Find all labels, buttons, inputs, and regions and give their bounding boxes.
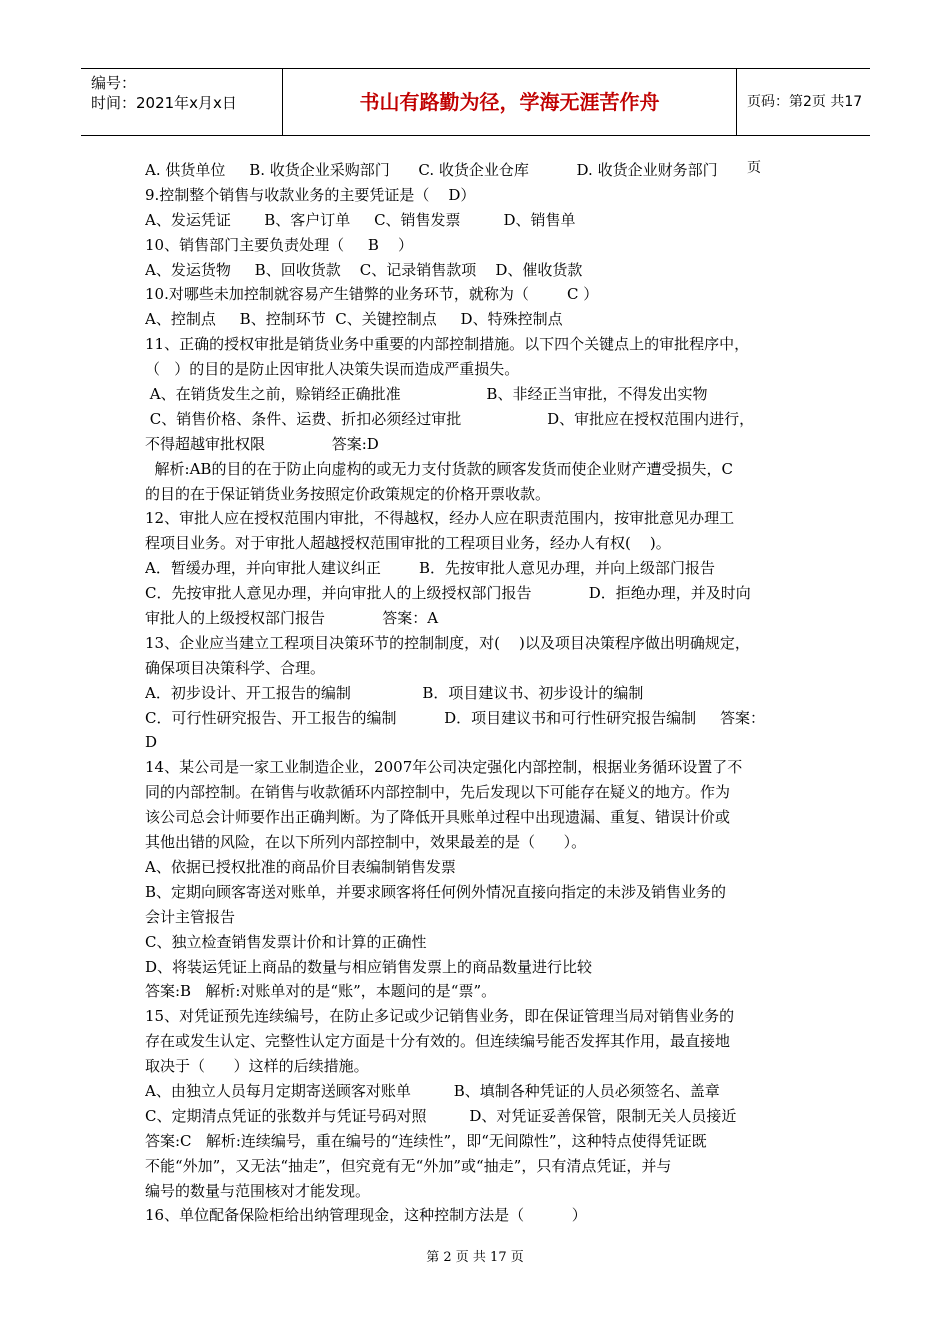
text-line: 不得超越审批权限 答案:D [145,434,379,453]
text-line: A、发运货物 B、回收货款 C、记录销售款项 D、催收货款 [145,260,583,279]
text-line: A、控制点 B、控制环节 C、关键控制点 D、特殊控制点 [145,310,563,329]
text-line: C．先按审批人意见办理，并向审批人的上级授权部门报告 D．拒绝办理，并及时向 [145,584,751,603]
text-line: 确保项目决策科学、合理。 [145,658,326,677]
text-line: 取决于（ ）这样的后续措施。 [145,1057,369,1076]
header-left-cell [81,69,282,135]
header-page-number: 页码：第2页 共17页 [747,94,863,176]
text-line: A、发运凭证 B、客户订单 C、销售发票 D、销售单 [145,210,576,229]
text-line: 9.控制整个销售与收款业务的主要凭证是（ D） [145,185,476,204]
text-line: 答案:C 解析:连续编号，重在编号的“连续性”，即“无间隙性”，这种特点使得凭证既 [145,1131,707,1150]
text-line: 审批人的上级授权部门报告 答案：A [145,609,439,628]
text-line: 11、正确的授权审批是销货业务中重要的内部控制措施。以下四个关键点上的审批程序中， [145,335,750,354]
text-line: 10.对哪些未加控制就容易产生错弊的业务环节，就称为（ C ） [145,285,599,304]
text-line: 编号的数量与范围核对才能发现。 [145,1181,371,1200]
text-line: 该公司总会计师要作出正确判断。为了降低开具账单过程中出现遗漏、重复、错误计价或 [145,808,731,827]
text-line: 存在或发生认定、完整性认定方面是十分有效的。但连续编号能否发挥其作用，最直接地 [145,1032,731,1051]
text-line: A．暂缓办理，并向审批人建议纠正 B．先按审批人意见办理，并向上级部门报告 [145,559,716,578]
header-motto: 书山有路勤为径，学海无涯苦作舟 [282,69,737,135]
text-line: 10、销售部门主要负责处理（ B ） [145,235,414,254]
text-line: A、在销货发生之前，赊销经正确批准 B、非经正当审批，不得发出实物 [145,385,708,404]
text-line: 16、单位配备保险柜给出纳管理现金，这种控制方法是（ ） [145,1206,587,1225]
text-line: 的目的在于保证销货业务按照定价政策规定的价格开票收款。 [145,484,551,503]
text-line: A．初步设计、开工报告的编制 B．项目建议书、初步设计的编制 [145,683,644,702]
text-line: C、销售价格、条件、运费、折扣必须经过审批 D、审批应在授权范围内进行， [145,409,755,428]
text-line: D [145,733,158,752]
text-line: C．可行性研究报告、开工报告的编制 D．项目建议书和可行性研究报告编制 答案： [145,708,766,727]
text-line: 会计主管报告 [145,907,236,926]
page-footer: 第 2 页 共 17 页 [426,1250,524,1265]
text-line: 13、企业应当建立工程项目决策环节的控制制度，对( )以及项目决策程序做出明确规定， [145,633,750,652]
document-date-label: 时间：2021年x月x日 [91,94,237,112]
text-line: 12、审批人应在授权范围内审批，不得越权，经办人应在职责范围内，按审批意见办理工 [145,509,735,528]
text-line: 解析:AB的目的在于防止向虚构的或无力支付货款的顾客发货而使企业财产遭受损失，C [145,459,733,478]
text-line: 15、对凭证预先连续编号，在防止多记或少记销售业务，即在保证管理当局对销售业务的 [145,1007,735,1026]
text-line: C、定期清点凭证的张数并与凭证号码对照 D、对凭证妥善保管，限制无关人员接近 [145,1106,737,1125]
text-line: （ ）的目的是防止因审批人决策失误而造成严重损失。 [145,360,520,379]
text-line: 14、某公司是一家工业制造企业，2007年公司决定强化内部控制，根据业务循环设置了不 [145,758,743,777]
text-line: A、由独立人员每月定期寄送顾客对账单 B、填制各种凭证的人员必须签名、盖章 [145,1081,720,1100]
text-line: 其他出错的风险，在以下所列内部控制中，效果最差的是（ ）。 [145,833,587,852]
text-line: 答案:B 解析:对账单对的是“账”，本题问的是“票”。 [145,982,497,1001]
text-line: 程项目业务。对于审批人超越授权范围审批的工程项目业务，经办人有权( )。 [145,534,671,553]
document-number-label: 编号： [91,74,137,92]
text-line: A. 供货单位 B. 收货企业采购部门 C. 收货企业仓库 D. 收货企业财务部门 [145,161,718,179]
text-line: 同的内部控制。在销售与收款循环内部控制中，先后发现以下可能存在疑义的地方。作为 [145,783,731,802]
text-line: C、独立检查销售发票计价和计算的正确性 [145,932,427,951]
text-line: A、依据已授权批准的商品价目表编制销售发票 [145,857,456,876]
text-line: D、将装运凭证上商品的数量与相应销售发票上的商品数量进行比较 [145,957,593,976]
document-body [145,158,810,1228]
text-line: 不能“外加”，又无法“抽走”，但究竟有无“外加”或“抽走”，只有清点凭证，并与 [145,1156,672,1175]
text-line: B、定期向顾客寄送对账单，并要求顾客将任何例外情况直接向指定的未涉及销售业务的 [145,882,727,901]
